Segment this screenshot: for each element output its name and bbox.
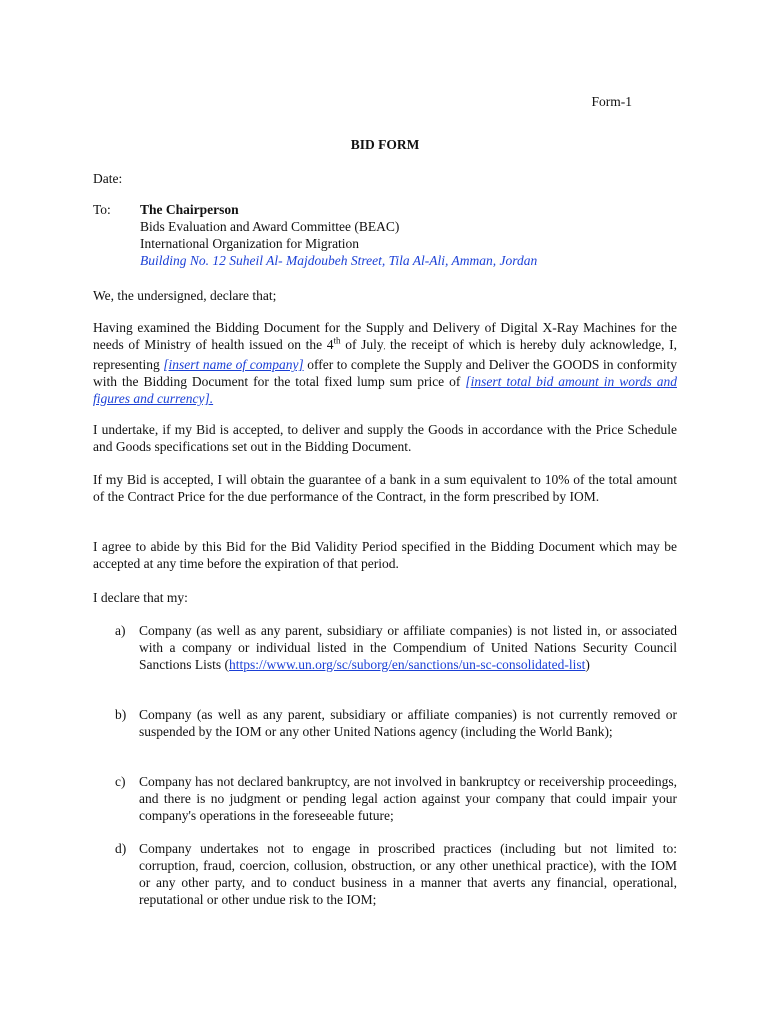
offer-superscript: th <box>333 335 341 346</box>
date-label: Date: <box>93 171 123 186</box>
recipient-address <box>140 201 700 269</box>
declare-label: I declare that my: <box>93 590 188 605</box>
item-text <box>139 622 677 673</box>
item-text: Company undertakes not to engage in proscribed practices (including but not limited to: corruption, fraud, coercion, collusion, obstruction, or any other unethical practice), with the IOM or any other party, and to conduct business in a manner that averts any financial, operational, reputational or other undue risk to the IOM; <box>139 841 677 907</box>
offer-text-a: Having examined the Bidding Document for the Supply and Delivery of Digital X-Ray Machines for the needs of Ministry of health issued on the 4 <box>93 320 677 352</box>
offer-comma: , <box>383 343 386 351</box>
list-item <box>115 840 677 908</box>
paragraph-validity: I agree to abide by this Bid for the Bid Validity Period specified in the Bidding Document which may be accepted at any time before the expiration of that period. <box>93 539 677 571</box>
paragraph-guarantee: If my Bid is accepted, I will obtain the guarantee of a bank in a sum equivalent to 10% of the total amount of the Contract Price for the due performance of the Contract, in the form prescribed by IOM. <box>93 472 677 504</box>
page-title: BID FORM <box>350 137 420 152</box>
list-item <box>115 622 677 673</box>
item-a-close: ) <box>585 657 590 672</box>
list-item <box>115 773 677 824</box>
item-text: Company (as well as any parent, subsidiary or affiliate companies) is not currently removed or suspended by the IOM or any other United Nations agency (including the World Bank); <box>139 707 677 739</box>
offer-text-d: offer to complete the Supply and Deliver the GOODS in conformity with the Bidding Document for the total fixed lump sum price of <box>93 357 677 389</box>
sanctions-list-link[interactable]: https://www.un.org/sc/suborg/en/sanctions/un-sc-consolidated-list <box>229 657 586 672</box>
item-a-text: Company (as well as any parent, subsidiary or affiliate companies) is not listed in, or associated with a company or individual listed in the Compendium of United Nations Security Council Sanctions Lists ( <box>139 623 677 672</box>
bid-amount-placeholder[interactable]: [insert total bid amount in words and figures and currency]. <box>93 374 677 406</box>
recipient-organization: International Organization for Migration <box>140 236 360 251</box>
intro-text: We, the undersigned, declare that; <box>93 288 277 303</box>
paragraph-offer <box>93 319 677 407</box>
to-label: To: <box>93 202 111 217</box>
form-number: Form-1 <box>591 94 632 109</box>
item-letter: d) <box>115 841 127 856</box>
item-letter: a) <box>115 623 126 638</box>
item-text: Company has not declared bankruptcy, are not involved in bankruptcy or receivership proceedings, and there is no judgment or pending legal action against your company that could impair your company's operations in the foreseeable future; <box>139 774 677 823</box>
list-item <box>115 706 677 740</box>
offer-text-c: the receipt of which is hereby duly acknowledge, I, representing <box>93 337 677 372</box>
recipient-name: The Chairperson <box>140 202 239 217</box>
paragraph-undertake: I undertake, if my Bid is accepted, to deliver and supply the Goods in accordance with the Price Schedule and Goods specifications set out in the Bidding Document. <box>93 422 677 454</box>
item-letter: c) <box>115 774 126 789</box>
company-name-placeholder[interactable]: [insert name of company] <box>163 357 304 372</box>
offer-text-b: of July <box>340 337 384 352</box>
item-letter: b) <box>115 707 127 722</box>
recipient-committee: Bids Evaluation and Award Committee (BEAC) <box>140 219 400 234</box>
recipient-street-address: Building No. 12 Suheil Al- Majdoubeh Street, Tila Al-Ali, Amman, Jordan <box>140 253 538 268</box>
